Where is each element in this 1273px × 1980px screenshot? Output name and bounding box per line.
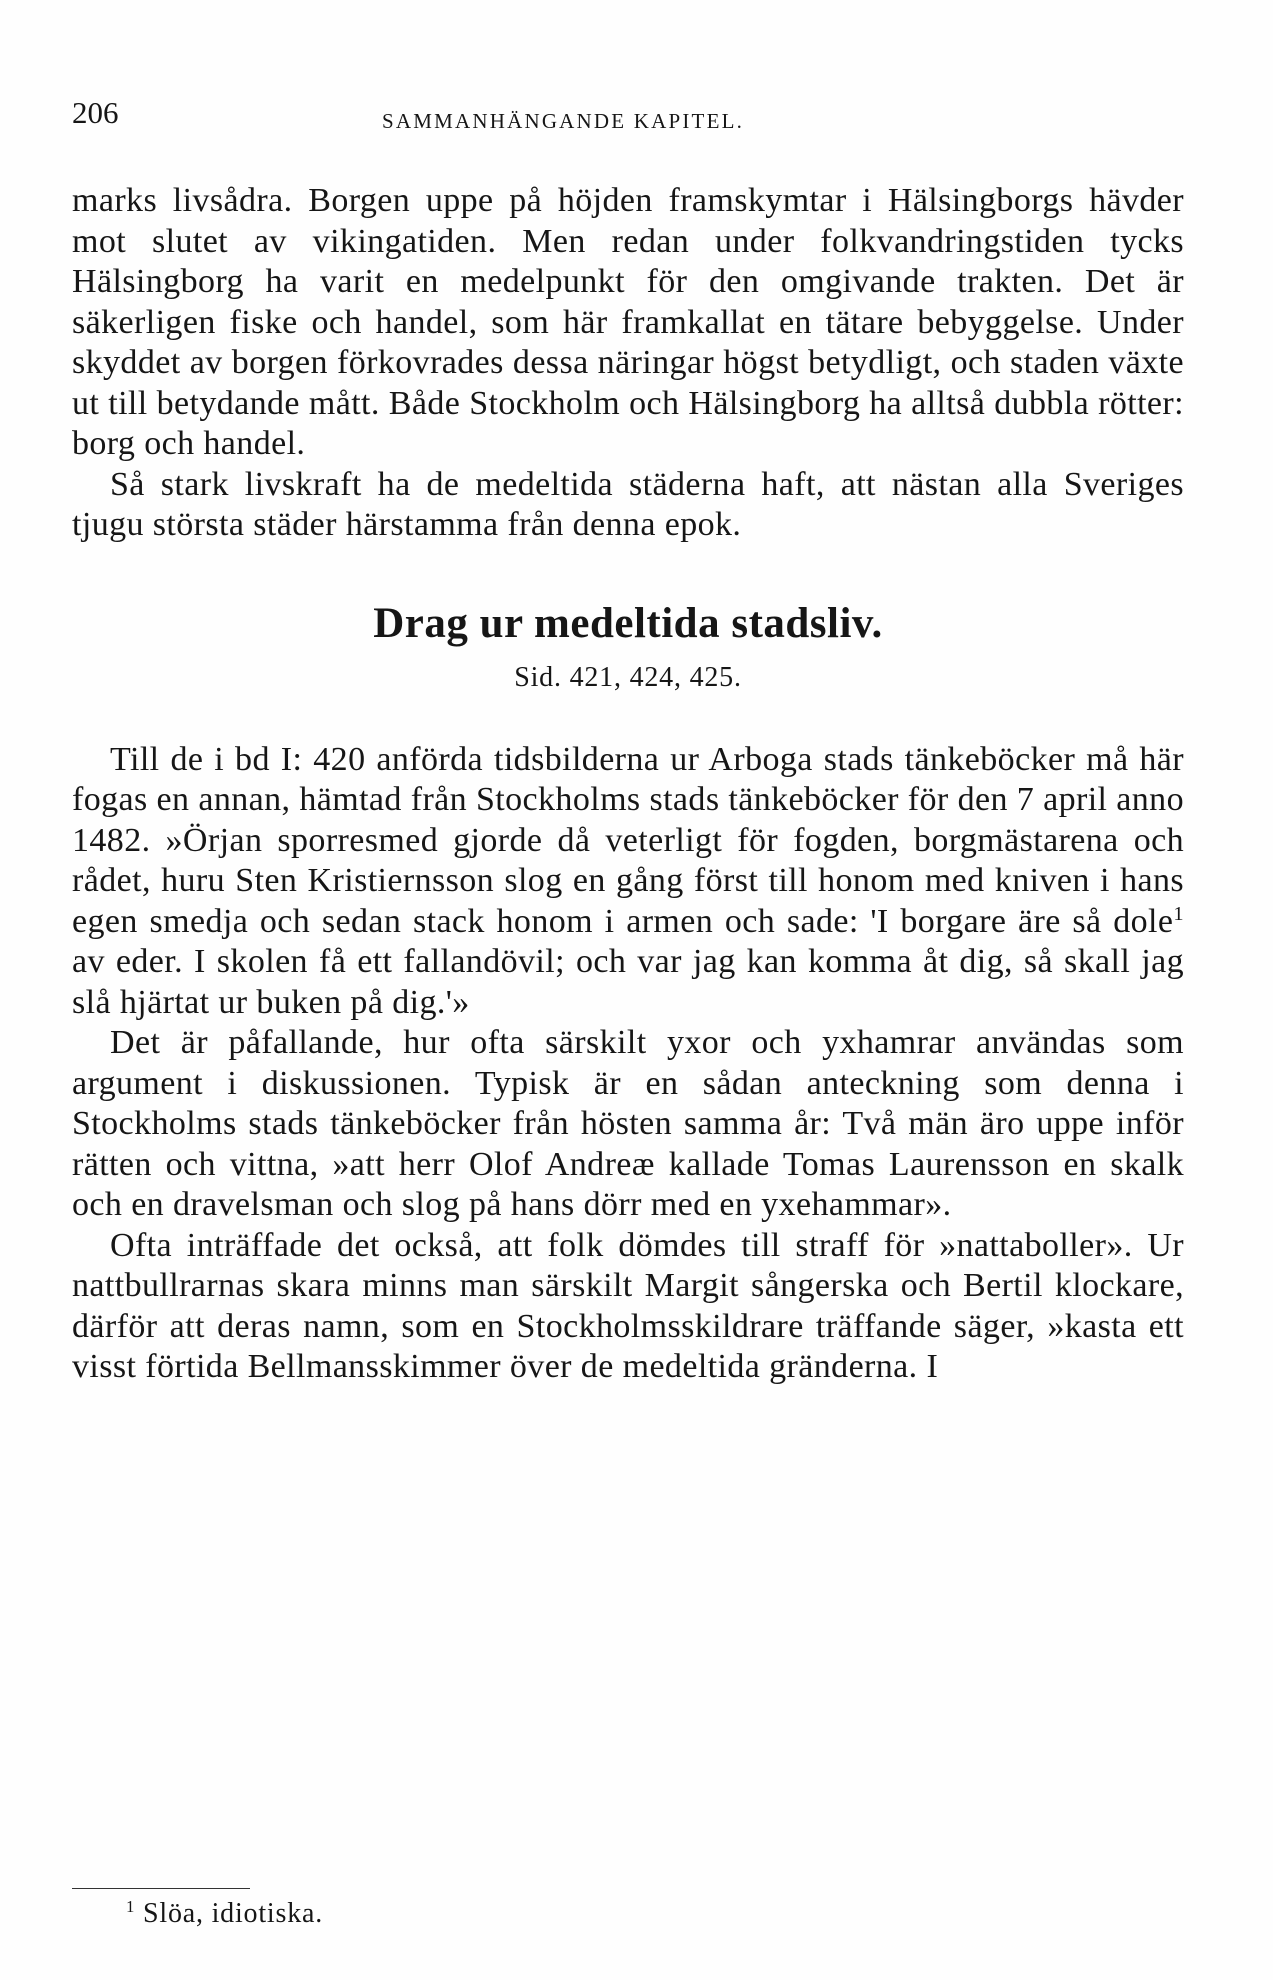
- footnote-marker: 1: [126, 1896, 136, 1916]
- section-heading: Drag ur medeltida stadsliv.: [373, 599, 883, 647]
- paragraph-text: av eder. I skolen få ett fallandövil; och var jag kan komma åt dig, så skall jag slå hjärtat ur buken på dig.'»: [72, 943, 1184, 1021]
- footnote-reference: 1: [1173, 902, 1184, 925]
- running-title: SAMMANHÄNGANDE KAPITEL.: [382, 109, 745, 133]
- paragraph: marks livsådra. Borgen uppe på höjden framskymtar i Hälsingborgs hävder mot slutet av vikingatiden. Men redan under folkvandringstiden tycks Hälsingborg ha varit en medelpunkt för den omgivande trakten. Det är säkerligen fiske och handel, som här framkallat en tätare bebyggelse. Under skyddet av borgen förkovrades dessa näringar högst betydligt, och staden växte ut till betydande mått. Både Stockholm och Hälsingborg ha alltså dubbla rötter: borg och handel.: [72, 182, 1184, 462]
- footnote-text: Slöa, idiotiska.: [135, 1898, 324, 1929]
- paragraph-text: Till de i bd I: 420 anförda tidsbilderna ur Arboga stads tänkeböcker må här fogas en annan, hämtad från Stockholms stads tänkeböcker för den 7 april anno 1482. »Örjan sporresmed gjorde då veterligt för fogden, borgmästarena och rådet, huru Sten Kristiernsson slog en gång först till honom med kniven i hans egen smedja och sedan stack honom i armen och sade: 'I borgare äre så dole: [72, 740, 1184, 940]
- page-reference: Sid. 421, 424, 425.: [514, 661, 742, 693]
- paragraph: Ofta inträffade det också, att folk dömdes till straff för »nattaboller». Ur nattbullrarnas skara minns man särskilt Margit sångerska och Bertil klockare, därför att deras namn, som en Stockholmsskildrare träffande säger, »kasta ett visst förtida Bellmansskimmer över de medeltida gränderna. I: [72, 1226, 1184, 1385]
- running-head: [72, 95, 1192, 135]
- paragraph: Det är påfallande, hur ofta särskilt yxor och yxhamrar användas som argument i diskussionen. Typisk är en sådan anteckning som denna i Stockholms stads tänkeböcker från hösten samma år: Två män äro uppe inför rätten och vittna, »att herr Olof Andreæ kallade Tomas Laurensson en skalk och en dravelsman och slog på hans dörr med en yxehammar».: [72, 1024, 1184, 1223]
- body-text: [72, 181, 1184, 1388]
- footnote: [126, 1897, 323, 1931]
- paragraph: Så stark livskraft ha de medeltida städerna haft, att nästan alla Sveriges tjugu största städer härstamma från denna epok.: [72, 465, 1184, 543]
- footnote-divider: [72, 1888, 250, 1889]
- paragraph: [72, 740, 1184, 1024]
- page-number: 206: [72, 95, 119, 130]
